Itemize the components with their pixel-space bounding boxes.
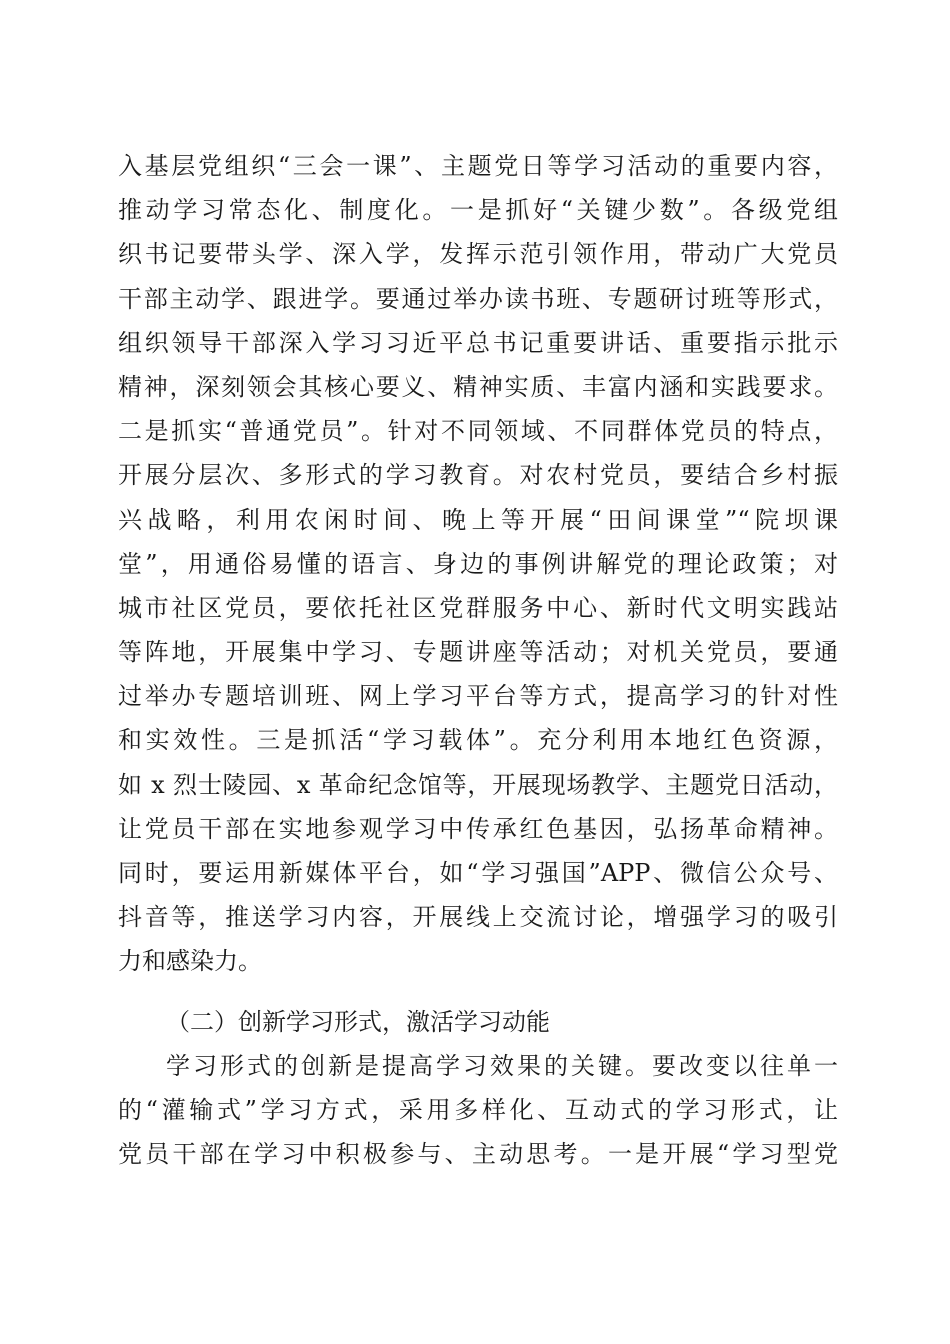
text-line: 学习形式的创新是提高学习效果的关键。要改变以往单一: [166, 1052, 838, 1080]
text-line: 党员干部在学习中积极参与、主动思考。一是开展“学习型党: [118, 1140, 838, 1169]
text-line: 力和感染力。: [118, 947, 262, 976]
text-line: 组织领导干部深入学习习近平总书记重要讲话、重要指示批示: [118, 328, 838, 357]
body-paragraph: [118, 1044, 838, 1177]
text-line: 让党员干部在实地参观学习中传承红色基因，弘扬革命精神。: [118, 814, 838, 843]
text-line: 入基层党组织“三会一课”、主题党日等学习活动的重要内容，: [118, 152, 838, 180]
text-line: 和实效性。三是抓活“学习载体”。充分利用本地红色资源，: [118, 726, 838, 755]
text-line: 等阵地，开展集中学习、专题讲座等活动；对机关党员，要通: [118, 638, 838, 667]
text-line: 过举办专题培训班、网上学习平台等方式，提高学习的针对性: [118, 682, 838, 711]
text-line: 开展分层次、多形式的学习教育。对农村党员，要结合乡村振: [118, 461, 838, 490]
text-line: 堂”，用通俗易懂的语言、身边的事例讲解党的理论政策；对: [118, 549, 838, 578]
text-line: 织书记要带头学、深入学，发挥示范引领作用，带动广大党员: [118, 240, 838, 269]
text-line: 抖音等，推送学习内容，开展线上交流讨论，增强学习的吸引: [118, 903, 838, 932]
text-line: 的“灌输式”学习方式，采用多样化、互动式的学习形式，让: [118, 1096, 838, 1125]
text-line: 推动学习常态化、制度化。一是抓好“关键少数”。各级党组: [118, 196, 838, 225]
body-paragraph: [118, 144, 838, 984]
text-line: 如 x 烈士陵园、x 革命纪念馆等，开展现场教学、主题党日活动，: [118, 770, 838, 799]
text-line: 兴战略，利用农闲时间、晚上等开展“田间课堂”“院坝课: [118, 505, 838, 534]
text-line: 干部主动学、跟进学。要通过举办读书班、专题研讨班等形式，: [118, 284, 838, 313]
text-line: 城市社区党员，要依托社区党群服务中心、新时代文明实践站: [118, 593, 838, 622]
text-line: 二是抓实“普通党员”。针对不同领域、不同群体党员的特点，: [118, 417, 838, 446]
text-line: 精神，深刻领会其核心要义、精神实质、丰富内涵和实践要求。: [118, 372, 838, 401]
text-line: 同时，要运用新媒体平台，如“学习强国”APP、微信公众号、: [118, 859, 838, 887]
section-heading: （二）创新学习形式，激活学习动能: [166, 1008, 550, 1036]
